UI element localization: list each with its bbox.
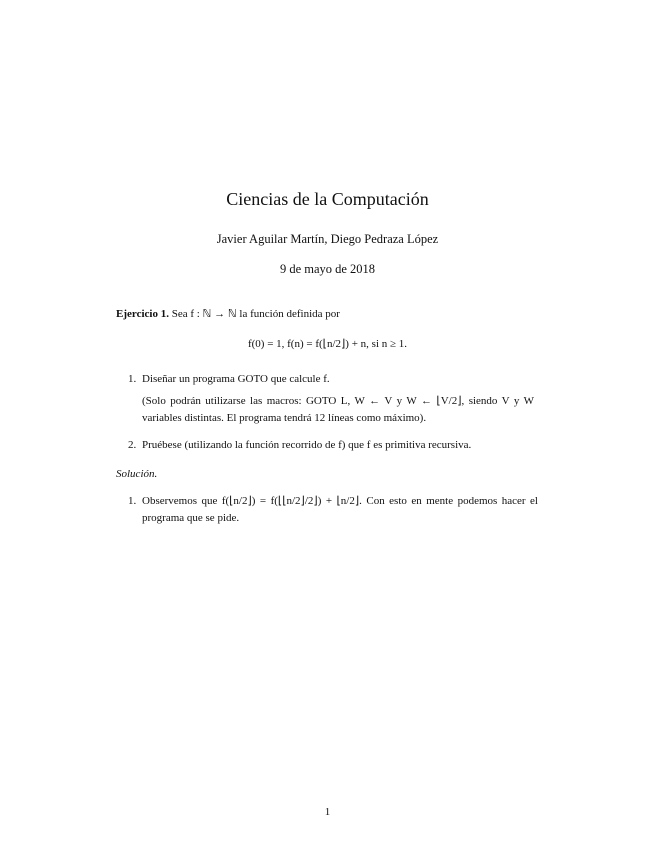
item-number: 1. bbox=[128, 373, 137, 385]
list-item bbox=[128, 437, 538, 454]
exercise-statement bbox=[116, 306, 536, 323]
item-number: 2. bbox=[128, 439, 137, 451]
authors: Javier Aguilar Martín, Diego Pedraza López bbox=[216, 232, 439, 246]
exercise-text: Sea f : ℕ → ℕ la función definida por bbox=[171, 308, 340, 320]
list-item bbox=[128, 371, 538, 388]
date: 9 de mayo de 2018 bbox=[279, 262, 376, 276]
item-note: (Solo podrán utilizarse las macros: GOTO L, W ← V y W ← ⌊V/2⌋, siendo V y W variables distintas. El programa tendrá 12 líneas como máximo). bbox=[142, 395, 534, 424]
exercise-formula: f(0) = 1, f(n) = f(⌊n/2⌋) + n, si n ≥ 1. bbox=[247, 338, 408, 350]
page-title: Ciencias de la Computación bbox=[226, 189, 429, 209]
item-text: Diseñar un programa GOTO que calcule f. bbox=[142, 373, 330, 385]
item-text: Pruébese (utilizando la función recorrido de f) que f es primitiva recursiva. bbox=[142, 439, 472, 451]
item-text: Observemos que f(⌊n/2⌋) = f(⌊⌊n/2⌋/2⌋) + ⌊n/2⌋. Con esto en mente podemos hacer el programa que se pide. bbox=[142, 495, 538, 524]
exercise-label: Ejercicio 1. bbox=[116, 308, 169, 320]
page-number: 1 bbox=[324, 806, 331, 818]
solution-label: Solución. bbox=[116, 468, 158, 480]
solution-item bbox=[128, 493, 538, 527]
item-number: 1. bbox=[128, 495, 137, 507]
